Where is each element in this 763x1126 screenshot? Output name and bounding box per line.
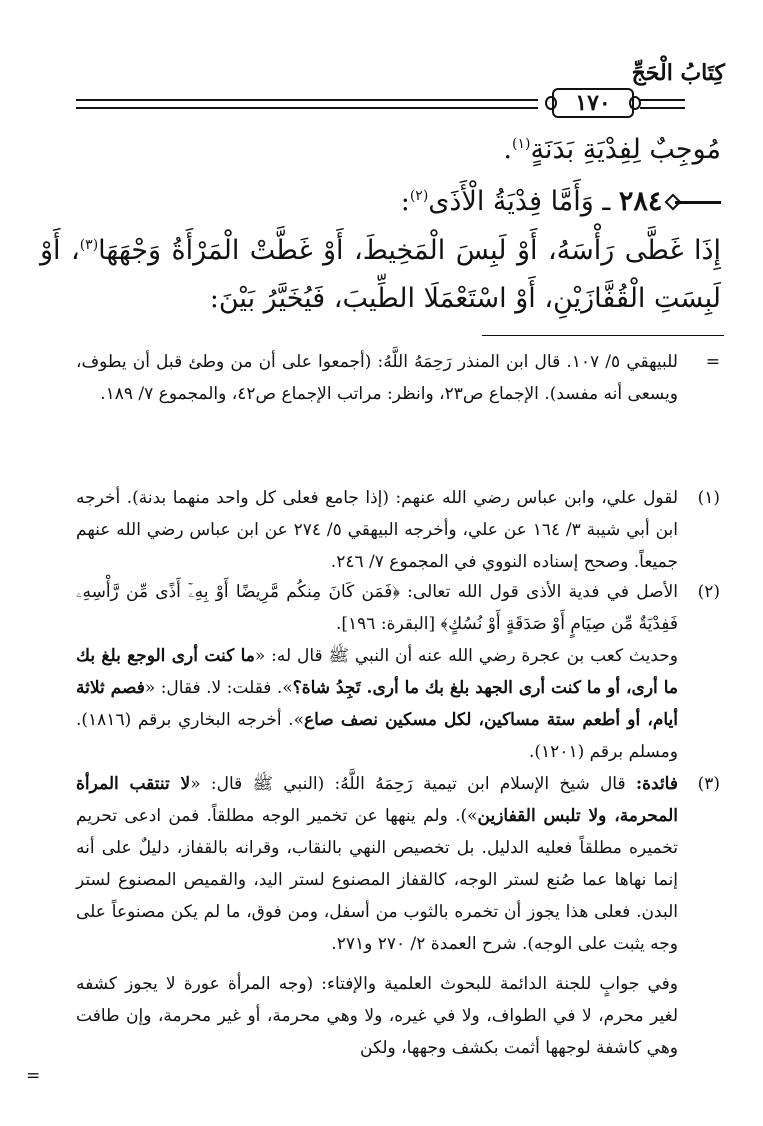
footnote-ref: (٣) [79,237,99,253]
footnote-2: الأصل في فدية الأذى قول الله تعالى: ﴿فَمَن كَانَ مِنكُم مَّرِيضًا أَوْ بِهِۦٓ أَذًى مِّن رَّأْسِهِۦ فَفِدْيَةٌ مِّن صِيَامٍ أَوْ صَدَقَةٍ أَوْ نُسُكٍ﴾ [البقرة: ١٩٦]. [76,582,678,634]
footnote-1: لقول علي، وابن عباس رضي الله عنهم: (إذا جامع فعلى كل واحد منهما بدنة). أخرجه ابن أبي شيبة ٣/ ١٦٤ عن علي، وأخرجه البيهقي ٥/ ٢٧٤ عن ابن عباس رضي الله عنهم جميعاً. وصحح إسناده النووي في المجموع ٧/ ٢٤٦. [76,488,678,572]
section-ornament-icon [675,201,721,204]
footnote-3-fatwa: وفي جوابٍ للجنة الدائمة للبحوث العلمية والإفتاء: (وجه المرأة عورة لا يجوز كشفه لغير محرم، لا في الطواف، ولا في غيره، ولا وهي محرمة، أو غير محرمة، وإن طافت وهي كاشفة لوجهها أثمت بكشف وجهها، ولكن [76,974,678,1058]
footnote-3 [76,768,678,960]
text-segment: »). ولم ينهها عن تخمير الوجه مطلقاً. فمن ادعى تحريم تخميره مطلقاً فعليه الدليل. بل تخصيص النهي بالنقاب، وقرانه بالقفاز، دليلٌ على أنه إنما نهاها عما صُنع لستر الوجه، كالقفاز المصنوع لستر اليد، والقميص المصنوع لستر البدن. فعلى هذا يجوز أن تخمره بالثوب من أسفل، ومن فوق، ما لم يكن مصنوعاً على وجه يثبت على الوجه). شرح العمدة ٢/ ٢٧٠ و٢٧١. [76,806,678,954]
section-number: ٢٨٤ [618,186,663,217]
footnote-marker-1: (١) [697,488,720,508]
footnote-marker-2: (٢) [697,582,720,602]
main-text-segment: مُوجِبٌ لِفِدْيَةِ بَدَنَةٍ [530,134,721,165]
main-text-line [40,235,721,267]
main-text-line [40,134,721,166]
footnote-separator [482,335,724,336]
hadith-quote: فصم ثلاثة أيام، أو أطعم ستة مساكين، لكل مسكين نصف صاع [76,678,678,730]
main-text-segment: إِذَا غَطَّى رَأْسَهُ، أَوْ لَبِسَ الْمَخِيطَ، أَوْ غَطَّتْ الْمَرْأَةُ وَجْهَهَا [98,235,721,266]
punctuation: : [400,186,410,217]
continuation-end-marker: = [26,1066,41,1086]
header-rule-right [640,99,685,109]
footnote-continuation: للبيهقي ٥/ ١٠٧. قال ابن المنذر رَحِمَهُ اللَّهُ: (أجمعوا على أن من وطئ قبل أن يطوف، ويسعى أنه مفسد). الإجماع ص٢٣، وانظر: مراتب الإجماع ص٤٢، والمجموع ٧/ ١٨٩. [76,352,678,404]
footnote-marker-3: (٣) [697,774,720,794]
text-segment: ». فقلت: لا. فقال: « [144,678,293,698]
header-rule [76,99,538,109]
hadith-quote: ما كنت أرى الوجع بلغ بك ما أرى، أو ما كنت أرى الجهد بلغ بك ما أرى. تَجِدُ شاة؟ [76,646,678,698]
continuation-marker: = [705,352,720,372]
section-heading-text: ـ وَأَمَّا فِدْيَةُ الْأَذَى [428,186,611,217]
hadith-quote: لا تنتقب المرأة المحرمة، ولا تلبس القفازين [76,774,678,826]
page-number: ١٧٠ [552,88,634,118]
main-text-segment: ، أَوْ [40,235,80,266]
book-title: كِتَابُ الْحَجِّ [631,60,725,86]
footnote-ref: (١) [512,136,531,152]
text-segment: ». أخرجه البخاري برقم (١٨١٦). ومسلم برقم (١٢٠١). [76,710,678,762]
fn3-label: فائدة: [635,774,678,794]
text-segment: وحديث كعب بن عجرة رضي الله عنه أن النبي ﷺ قال له: « [254,646,678,666]
footnote-ref: (٢) [409,188,429,204]
section-heading [40,186,721,218]
punctuation: . [503,134,513,165]
main-text-line: لَبِسَتِ الْقُفَّازَيْنِ، أَوْ اسْتَعْمَلَا الطِّيبَ، فَيُخَيَّرُ بَيْنَ: [209,283,721,314]
footnote-2-hadith [76,640,678,768]
text-segment: قال شيخ الإسلام ابن تيمية رَحِمَهُ اللَّهُ: (النبي ﷺ قال: « [190,774,636,794]
